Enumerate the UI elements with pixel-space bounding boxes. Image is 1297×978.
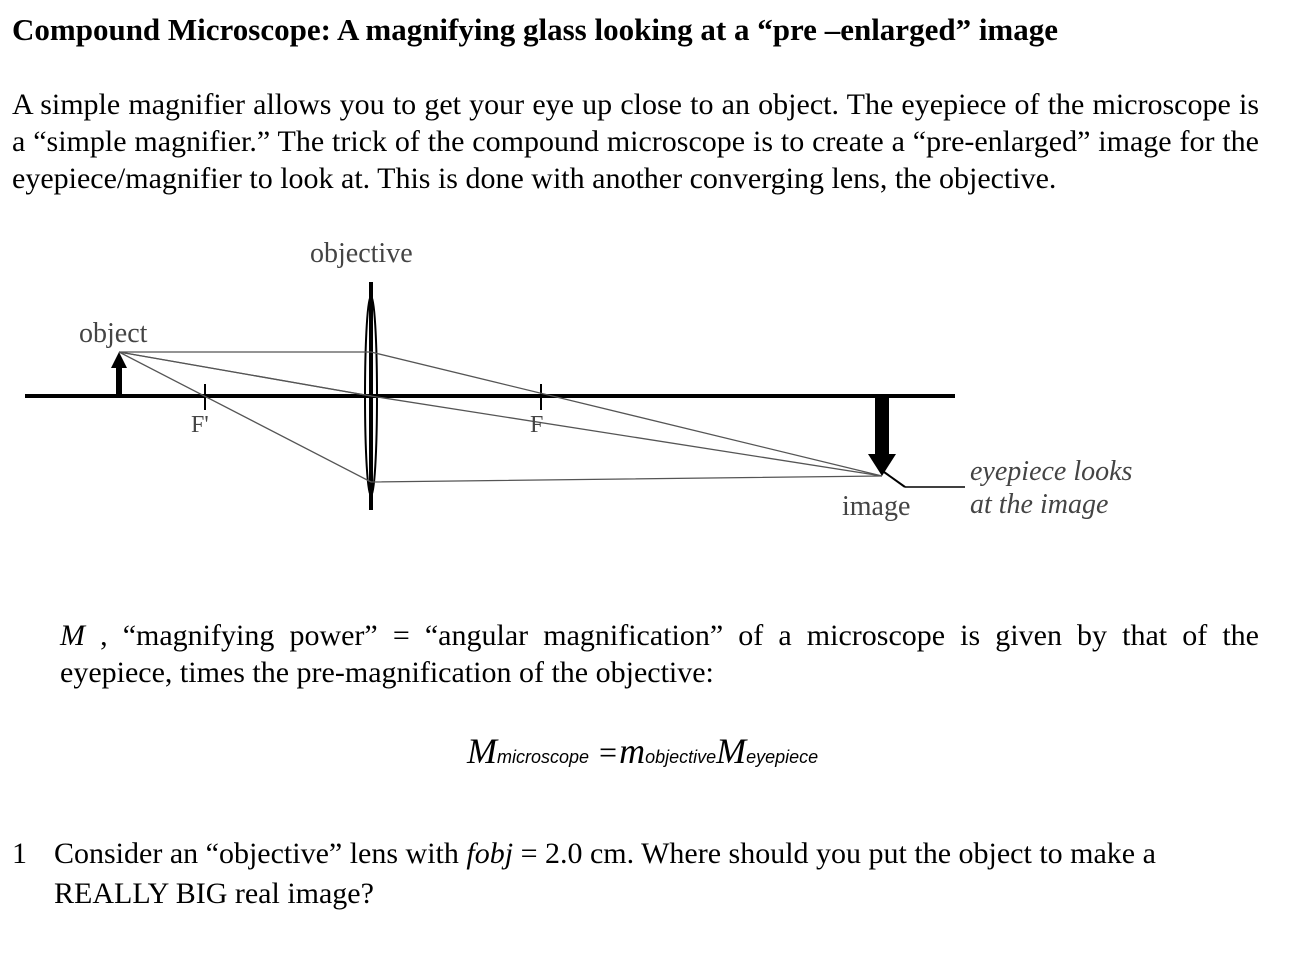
question-text-after: = 2.0 cm. Where should you put the object to make a REALLY BIG real image?: [54, 837, 1156, 910]
question-text-before: Consider an “objective” lens with: [54, 837, 467, 870]
question-text: [54, 834, 1262, 914]
label-objective: objective: [310, 238, 413, 269]
eq-sub-microscope: microscope: [497, 747, 590, 767]
question-number: 1: [12, 837, 27, 870]
light-rays: [119, 352, 882, 482]
question-variable: fobj: [466, 837, 514, 870]
eq-sub-objective: objective: [645, 747, 717, 767]
magnification-equation: [467, 730, 818, 772]
eq-M-microscope: M: [467, 731, 497, 771]
eq-M-eyepiece: M: [716, 731, 747, 771]
label-eyepiece-line2: at the image: [970, 489, 1109, 520]
image-arrow-head: [868, 454, 896, 476]
label-eyepiece-line1: eyepiece looks: [970, 456, 1133, 487]
label-focus-right: F: [530, 412, 544, 438]
microscope-ray-diagram: [0, 232, 1297, 532]
page-title: Compound Microscope: A magnifying glass looking at a “pre –enlarged” image: [12, 12, 1059, 47]
label-object: object: [79, 318, 148, 349]
magnification-symbol: M: [60, 619, 85, 652]
label-image: image: [842, 491, 911, 522]
eq-equals: =: [599, 734, 618, 770]
intro-paragraph: A simple magnifier allows you to get your eye up close to an object. The eyepiece of the microscope is a “simple magnifier.” The trick of the compound microscope is to create a “pre-enlarged” image for the eyepiece/magnifier to look at. This is done with another converging lens, the objective.: [12, 88, 1259, 195]
magnifying-power-paragraph: [60, 617, 1259, 691]
eq-m-objective: m: [619, 731, 646, 771]
label-focus-left: F': [191, 412, 209, 438]
question-1: [12, 834, 1262, 914]
magnifying-power-text: , “magnifying power” = “angular magnification” of a microscope is given by that of the eyepiece, times the pre-magnification of the objective:: [60, 619, 1259, 689]
eyepiece-pointer: [884, 472, 905, 487]
eq-sub-eyepiece: eyepiece: [746, 747, 819, 767]
